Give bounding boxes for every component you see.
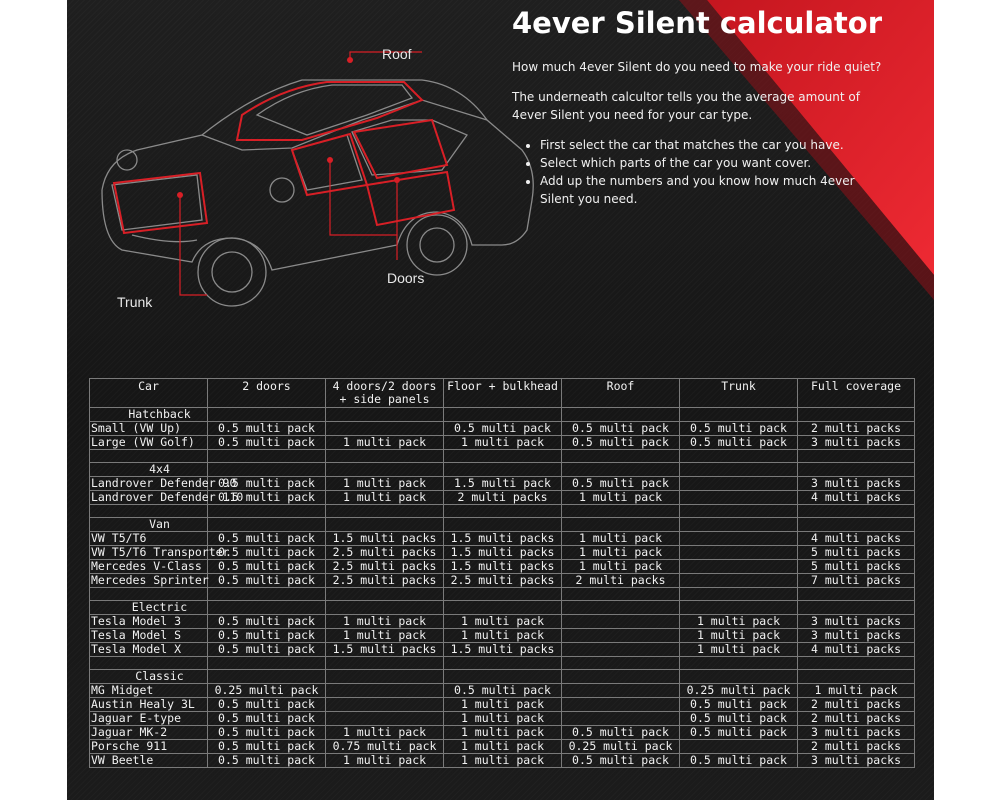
pack-amount-cell: 0.5 multi pack — [562, 726, 680, 740]
pack-amount-cell: 0.5 multi pack — [680, 754, 798, 768]
spacer-cell — [562, 505, 680, 518]
table-row — [90, 491, 915, 505]
category-spacer-cell — [680, 670, 798, 684]
intro-question: How much 4ever Silent do you need to make your ride quiet? — [512, 60, 882, 74]
pack-amount-cell: 1.5 multi packs — [326, 532, 444, 546]
table-row — [90, 436, 915, 450]
category-spacer-cell — [680, 601, 798, 615]
table-row — [90, 546, 915, 560]
spacer-cell — [90, 450, 208, 463]
column-header-car: Car — [90, 379, 208, 408]
pack-amount-cell: 1 multi pack — [444, 712, 562, 726]
category-spacer-cell — [444, 518, 562, 532]
pack-amount-cell — [680, 477, 798, 491]
pack-amount-cell: 1 multi pack — [444, 726, 562, 740]
column-header-4-doors: 4 doors/2 doors + side panels — [326, 379, 444, 408]
pack-amount-cell: 0.5 multi pack — [208, 422, 326, 436]
table-row — [90, 422, 915, 436]
pack-amount-cell: 2.5 multi packs — [326, 574, 444, 588]
pack-amount-cell: 2.5 multi packs — [326, 546, 444, 560]
pack-amount-cell: 1 multi pack — [680, 643, 798, 657]
pack-amount-cell — [562, 615, 680, 629]
pack-amount-cell — [680, 546, 798, 560]
category-spacer-cell — [444, 408, 562, 422]
spacer-cell — [208, 505, 326, 518]
pack-amount-cell: 1 multi pack — [798, 684, 915, 698]
category-label: Van — [90, 518, 208, 532]
pack-amount-cell: 0.5 multi pack — [208, 532, 326, 546]
category-spacer-cell — [798, 518, 915, 532]
pack-amount-cell: 0.25 multi pack — [680, 684, 798, 698]
pack-amount-cell: 1.5 multi pack — [444, 477, 562, 491]
spacer-cell — [798, 588, 915, 601]
table-row — [90, 560, 915, 574]
calculator-panel — [67, 0, 934, 800]
category-spacer-cell — [562, 518, 680, 532]
category-spacer-cell — [326, 601, 444, 615]
pack-amount-cell — [680, 491, 798, 505]
pack-amount-cell: 0.5 multi pack — [680, 712, 798, 726]
instruction-step: • Select which parts of the car you want cover. — [540, 154, 892, 172]
spacer-cell — [444, 588, 562, 601]
table-row — [90, 698, 915, 712]
pack-amount-cell: 1 multi pack — [444, 698, 562, 712]
category-spacer-cell — [562, 670, 680, 684]
pack-amount-cell: 1 multi pack — [562, 546, 680, 560]
pack-amount-cell: 1 multi pack — [326, 491, 444, 505]
pack-amount-cell: 1 multi pack — [562, 532, 680, 546]
pack-amount-cell: 0.5 multi pack — [208, 574, 326, 588]
category-spacer-cell — [562, 463, 680, 477]
trunk-label: Trunk — [117, 294, 153, 310]
pack-amount-cell: 0.5 multi pack — [208, 698, 326, 712]
car-model-cell: VW T5/T6 Transporter — [91, 545, 230, 559]
pack-amount-cell: 1.5 multi packs — [444, 546, 562, 560]
pack-amount-cell: 3 multi packs — [798, 615, 915, 629]
spacer-cell — [444, 657, 562, 670]
spacer-cell — [208, 657, 326, 670]
pack-amount-cell: 0.75 multi pack — [326, 740, 444, 754]
category-spacer-cell — [798, 670, 915, 684]
spacer-row — [90, 505, 915, 518]
category-spacer-cell — [798, 601, 915, 615]
spacer-row — [90, 450, 915, 463]
category-label: Hatchback — [90, 408, 208, 422]
pack-amount-cell: 0.25 multi pack — [208, 684, 326, 698]
pack-amount-cell: 1 multi pack — [326, 629, 444, 643]
pack-amount-cell: 2.5 multi packs — [326, 560, 444, 574]
coverage-table — [89, 378, 915, 768]
spacer-cell — [90, 588, 208, 601]
pack-amount-cell: 2 multi packs — [562, 574, 680, 588]
pack-amount-cell: 0.5 multi pack — [208, 546, 326, 560]
category-spacer-cell — [680, 408, 798, 422]
column-header-full-coverage: Full coverage — [798, 379, 915, 408]
car-model-cell: Mercedes V-Class — [90, 560, 208, 574]
pack-amount-cell: 1 multi pack — [326, 477, 444, 491]
pack-amount-cell: 0.5 multi pack — [208, 712, 326, 726]
category-spacer-cell — [326, 518, 444, 532]
instruction-list — [512, 136, 892, 208]
car-model-cell: Small (VW Up) — [90, 422, 208, 436]
car-model-cell: Jaguar E-type — [90, 712, 208, 726]
spacer-row — [90, 588, 915, 601]
pack-amount-cell — [326, 712, 444, 726]
category-spacer-cell — [208, 463, 326, 477]
car-model-cell: Large (VW Golf) — [90, 436, 208, 450]
category-spacer-cell — [680, 518, 798, 532]
table-row — [90, 532, 915, 546]
table-header-row — [90, 379, 915, 408]
spacer-cell — [562, 588, 680, 601]
pack-amount-cell: 1.5 multi packs — [326, 643, 444, 657]
pack-amount-cell: 1 multi pack — [680, 629, 798, 643]
pack-amount-cell: 2 multi packs — [798, 740, 915, 754]
car-model-cell: Porsche 911 — [90, 740, 208, 754]
car-model-cell: Tesla Model S — [90, 629, 208, 643]
category-label: 4x4 — [90, 463, 208, 477]
pack-amount-cell — [562, 643, 680, 657]
car-model-cell: Landrover Defender 90 — [91, 476, 237, 490]
pack-amount-cell: 0.25 multi pack — [562, 740, 680, 754]
pack-amount-cell: 0.5 multi pack — [208, 643, 326, 657]
spacer-cell — [90, 505, 208, 518]
intro-text — [512, 58, 892, 208]
roof-label: Roof — [382, 46, 412, 62]
pack-amount-cell: 0.5 multi pack — [208, 629, 326, 643]
category-spacer-cell — [798, 463, 915, 477]
table-row — [90, 615, 915, 629]
pack-amount-cell: 0.5 multi pack — [562, 422, 680, 436]
car-model-cell: Mercedes Sprinter — [91, 573, 209, 587]
spacer-row — [90, 657, 915, 670]
pack-amount-cell: 0.5 multi pack — [444, 422, 562, 436]
car-model-cell: Jaguar MK-2 — [90, 726, 208, 740]
pack-amount-cell: 1.5 multi packs — [444, 560, 562, 574]
instruction-step: • Add up the numbers and you know how much 4ever Silent you need. — [540, 172, 892, 208]
spacer-cell — [90, 657, 208, 670]
pack-amount-cell — [562, 698, 680, 712]
category-spacer-cell — [444, 670, 562, 684]
category-spacer-cell — [208, 601, 326, 615]
table-row — [90, 740, 915, 754]
spacer-cell — [562, 450, 680, 463]
column-header-2-doors: 2 doors — [208, 379, 326, 408]
table-row — [90, 726, 915, 740]
pack-amount-cell — [680, 574, 798, 588]
category-row — [90, 463, 915, 477]
pack-amount-cell: 2 multi packs — [798, 698, 915, 712]
pack-amount-cell: 1 multi pack — [444, 436, 562, 450]
intro-description: The underneath calcultor tells you the average amount of 4ever Silent you need for your car type. — [512, 90, 860, 122]
pack-amount-cell: 1 multi pack — [444, 754, 562, 768]
category-spacer-cell — [208, 408, 326, 422]
pack-amount-cell: 1 multi pack — [562, 560, 680, 574]
category-spacer-cell — [562, 408, 680, 422]
pack-amount-cell: 1.5 multi packs — [444, 532, 562, 546]
pack-amount-cell: 4 multi packs — [798, 532, 915, 546]
table-row — [90, 477, 915, 491]
pack-amount-cell: 2.5 multi packs — [444, 574, 562, 588]
pack-amount-cell: 0.5 multi pack — [562, 436, 680, 450]
pack-amount-cell: 0.5 multi pack — [680, 726, 798, 740]
pack-amount-cell: 7 multi packs — [798, 574, 915, 588]
category-label: Electric — [90, 601, 208, 615]
pack-amount-cell: 0.5 multi pack — [680, 422, 798, 436]
table-row — [90, 684, 915, 698]
pack-amount-cell: 1 multi pack — [326, 615, 444, 629]
spacer-cell — [326, 505, 444, 518]
page-title: 4ever Silent calculator — [512, 6, 882, 40]
spacer-cell — [208, 450, 326, 463]
pack-amount-cell — [326, 698, 444, 712]
pack-amount-cell: 3 multi packs — [798, 629, 915, 643]
column-header-trunk: Trunk — [680, 379, 798, 408]
pack-amount-cell: 0.5 multi pack — [680, 698, 798, 712]
pack-amount-cell: 1 multi pack — [444, 740, 562, 754]
spacer-cell — [798, 657, 915, 670]
car-illustration — [92, 40, 532, 320]
car-model-cell: VW T5/T6 — [90, 532, 208, 546]
car-model-cell: Tesla Model 3 — [90, 615, 208, 629]
pack-amount-cell: 5 multi packs — [798, 546, 915, 560]
pack-amount-cell: 3 multi packs — [798, 477, 915, 491]
category-row — [90, 408, 915, 422]
column-header-roof: Roof — [562, 379, 680, 408]
pack-amount-cell: 0.5 multi pack — [562, 477, 680, 491]
pack-amount-cell: 0.5 multi pack — [208, 754, 326, 768]
pack-amount-cell — [562, 712, 680, 726]
table-row — [90, 712, 915, 726]
pack-amount-cell: 1.5 multi packs — [444, 643, 562, 657]
pack-amount-cell — [562, 684, 680, 698]
pack-amount-cell: 0.5 multi pack — [444, 684, 562, 698]
pack-amount-cell — [680, 532, 798, 546]
car-model-cell: Austin Healy 3L — [90, 698, 208, 712]
pack-amount-cell: 0.5 multi pack — [208, 740, 326, 754]
pack-amount-cell — [562, 629, 680, 643]
pack-amount-cell: 5 multi packs — [798, 560, 915, 574]
category-label: Classic — [90, 670, 208, 684]
pack-amount-cell: 2 multi packs — [798, 712, 915, 726]
category-spacer-cell — [326, 670, 444, 684]
category-row — [90, 518, 915, 532]
spacer-cell — [326, 657, 444, 670]
pack-amount-cell: 0.5 multi pack — [208, 477, 326, 491]
spacer-cell — [444, 450, 562, 463]
spacer-cell — [326, 450, 444, 463]
pack-amount-cell: 1 multi pack — [680, 615, 798, 629]
car-model-cell: Tesla Model X — [90, 643, 208, 657]
category-spacer-cell — [798, 408, 915, 422]
table-row — [90, 754, 915, 768]
category-spacer-cell — [562, 601, 680, 615]
pack-amount-cell: 1 multi pack — [326, 436, 444, 450]
pack-amount-cell: 3 multi packs — [798, 726, 915, 740]
pack-amount-cell — [326, 684, 444, 698]
spacer-cell — [562, 657, 680, 670]
column-header-floor: Floor + bulkhead — [444, 379, 562, 408]
category-row — [90, 670, 915, 684]
car-model-cell: Landrover Defender 110 — [91, 490, 244, 504]
pack-amount-cell: 1 multi pack — [326, 754, 444, 768]
car-model-cell: MG Midget — [90, 684, 208, 698]
spacer-cell — [680, 588, 798, 601]
pack-amount-cell: 0.5 multi pack — [680, 436, 798, 450]
category-spacer-cell — [444, 463, 562, 477]
category-spacer-cell — [208, 670, 326, 684]
pack-amount-cell: 1 multi pack — [444, 629, 562, 643]
pack-amount-cell: 3 multi packs — [798, 436, 915, 450]
category-spacer-cell — [208, 518, 326, 532]
spacer-cell — [326, 588, 444, 601]
spacer-cell — [680, 450, 798, 463]
table-row — [90, 643, 915, 657]
category-spacer-cell — [444, 601, 562, 615]
table-row — [90, 629, 915, 643]
pack-amount-cell — [326, 422, 444, 436]
pack-amount-cell — [680, 740, 798, 754]
spacer-cell — [798, 505, 915, 518]
category-spacer-cell — [326, 408, 444, 422]
pack-amount-cell: 1 multi pack — [444, 615, 562, 629]
category-row — [90, 601, 915, 615]
pack-amount-cell: 2 multi packs — [798, 422, 915, 436]
pack-amount-cell: 2 multi packs — [444, 491, 562, 505]
pack-amount-cell: 1 multi pack — [562, 491, 680, 505]
pack-amount-cell: 0.5 multi pack — [208, 491, 326, 505]
category-spacer-cell — [680, 463, 798, 477]
pack-amount-cell: 0.5 multi pack — [208, 560, 326, 574]
spacer-cell — [798, 450, 915, 463]
spacer-cell — [208, 588, 326, 601]
spacer-cell — [680, 505, 798, 518]
doors-label: Doors — [387, 270, 425, 286]
pack-amount-cell: 0.5 multi pack — [208, 726, 326, 740]
table-row — [90, 574, 915, 588]
spacer-cell — [680, 657, 798, 670]
spacer-cell — [444, 505, 562, 518]
pack-amount-cell: 1 multi pack — [326, 726, 444, 740]
pack-amount-cell: 4 multi packs — [798, 643, 915, 657]
pack-amount-cell: 4 multi packs — [798, 491, 915, 505]
table-body — [90, 408, 915, 768]
pack-amount-cell — [680, 560, 798, 574]
pack-amount-cell: 0.5 multi pack — [562, 754, 680, 768]
instruction-step: • First select the car that matches the car you have. — [540, 136, 892, 154]
car-model-cell: VW Beetle — [90, 754, 208, 768]
pack-amount-cell: 0.5 multi pack — [208, 615, 326, 629]
pack-amount-cell: 3 multi packs — [798, 754, 915, 768]
pack-amount-cell: 0.5 multi pack — [208, 436, 326, 450]
category-spacer-cell — [326, 463, 444, 477]
